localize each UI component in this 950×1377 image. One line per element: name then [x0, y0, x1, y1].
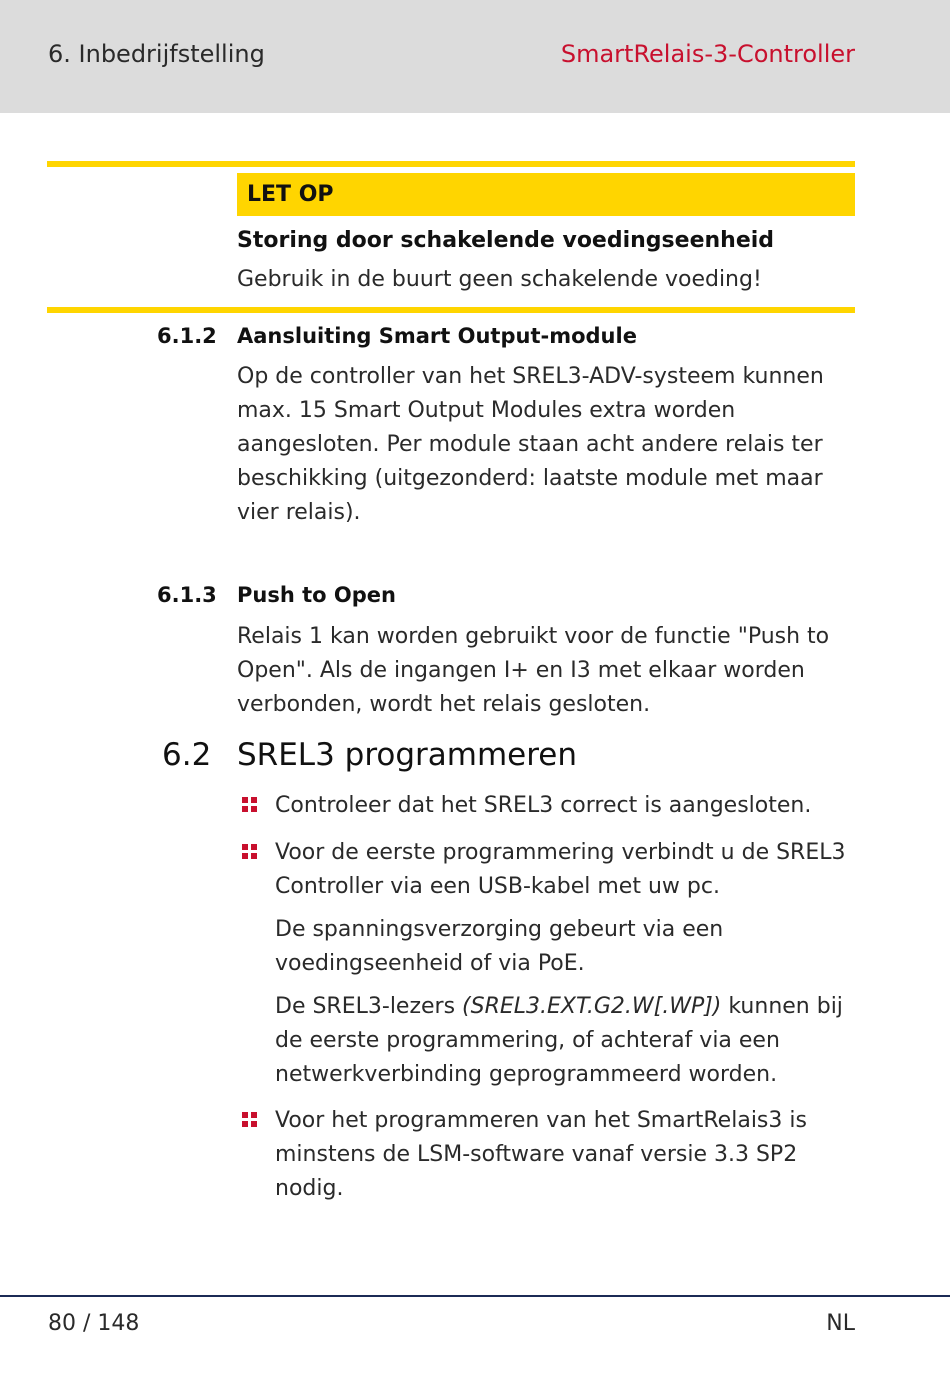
section-number: 6.1.2 [157, 324, 217, 348]
readers-note-start: De SREL3-lezers [275, 994, 463, 1019]
section-body: Relais 1 kan worden gebruikt voor de functie "Push to Open". Als de ingangen I+ en I3 met elkaar worden verbonden, wordt het relais gesloten. [237, 624, 830, 717]
section-body: Op de controller van het SREL3-ADV-systeem kunnen max. 15 Smart Output Modules extra worden aangesloten. Per module staan acht andere relais ter beschikking (uitgezonderd: laatste module met maar vier relais). [237, 364, 824, 525]
chapter-number: 6.2 [162, 737, 212, 773]
notice-heading: Storing door schakelende voedingseenheid [237, 228, 775, 253]
page-header [0, 0, 950, 113]
readers-note-end: kunnen bij de eerste programmering, of achteraf via een netwerkverbinding geprogrammeerd worden. [275, 994, 843, 1087]
notice-top-rule [47, 161, 855, 167]
step-text: Controleer dat het SREL3 correct is aangesloten. [275, 793, 812, 818]
reader-model: (SREL3.EXT.G2.W[.WP]) [462, 994, 722, 1019]
product-name: SmartRelais-3-Controller [560, 40, 855, 68]
step-bullet-icon [241, 796, 261, 816]
footer-rule [0, 1295, 950, 1297]
power-note: De spanningsverzorging gebeurt via een voedingseenheid of via PoE. [275, 917, 724, 976]
notice-text: Gebruik in de buurt geen schakelende voeding! [237, 267, 762, 292]
page-number: 80 / 148 [48, 1311, 140, 1336]
notice-label: LET OP [237, 173, 855, 216]
step-text: Voor het programmeren van het SmartRelais3 is minstens de LSM-software vanaf versie 3.3 SP2 nodig. [275, 1108, 807, 1201]
step-bullet-icon [241, 1111, 261, 1131]
section-title: Aansluiting Smart Output-module [237, 324, 637, 348]
chapter-title: 6. Inbedrijfstelling [48, 40, 265, 68]
notice-bottom-rule [47, 307, 855, 313]
step-bullet-icon [241, 843, 261, 863]
step-text: Voor de eerste programmering verbindt u de SREL3 Controller via een USB-kabel met uw pc. [275, 840, 846, 899]
language-code: NL [826, 1311, 855, 1336]
section-title: Push to Open [237, 583, 396, 607]
readers-note [275, 990, 855, 1092]
section-number: 6.1.3 [157, 583, 217, 607]
chapter-heading: SREL3 programmeren [237, 737, 578, 773]
